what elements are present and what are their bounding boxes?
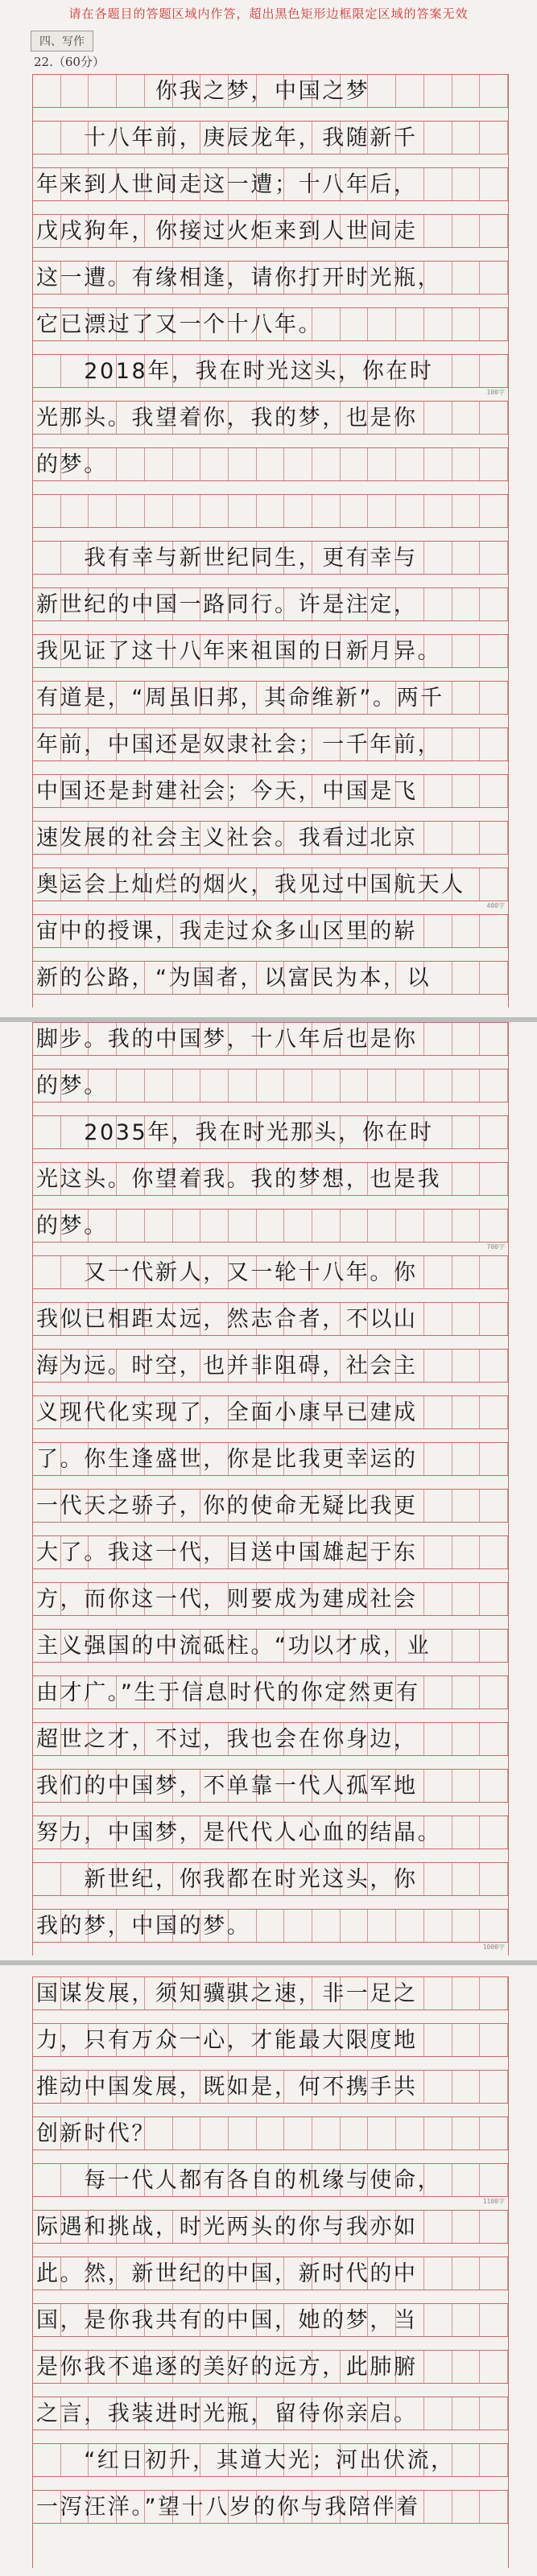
grid-row [33, 961, 508, 995]
handwritten-line: 戊戌狗年，你接过火炬来到人世间走 [36, 219, 418, 244]
grid-row [33, 1629, 508, 1663]
writing-grid [32, 1022, 509, 1956]
handwritten-line [33, 495, 508, 529]
handwritten-line: 我们的中国梦，不单靠一代人孤军地 [36, 1774, 418, 1799]
grid-row [33, 1209, 508, 1251]
grid-row [33, 167, 508, 201]
handwritten-line: 每一代人都有各自的机缘与使命， [36, 2168, 442, 2193]
handwritten-line: 大了。我这一代，目送中国雄起于东 [36, 1540, 418, 1565]
grid-row [33, 1022, 508, 1056]
handwritten-line: 一代天之骄子，你的使命无疑比我更 [36, 1494, 418, 1519]
handwritten-line: 新的公路，“为国者，以富民为本，以 [36, 966, 432, 991]
grid-row [33, 74, 508, 108]
grid-row [33, 2443, 508, 2477]
grid-row [33, 121, 508, 155]
handwritten-line: 速发展的社会主义社会。我看过北京 [36, 826, 418, 851]
handwritten-line: 十八年前，庚辰龙年，我随新千 [36, 126, 418, 150]
handwritten-line: 这一遭。有缘相逢，请你打开时光瓶， [36, 266, 442, 291]
word-count-marker: 100字 [486, 389, 505, 396]
word-count-marker: 400字 [486, 902, 505, 909]
handwritten-line: 超世之才，不过，我也会在你身边， [36, 1727, 418, 1752]
handwritten-line: 此。然，新世纪的中国，新时代的中 [36, 2261, 418, 2286]
handwritten-line: 的梦。 [36, 452, 108, 477]
handwritten-line: 新世纪的中国一路同行。许是注定， [36, 592, 418, 617]
grid-row [33, 2116, 508, 2150]
handwritten-line: 我见证了这十八年来祖国的日新月异。 [36, 639, 442, 664]
handwritten-line: 奥运会上灿烂的烟火，我见过中国航天人 [36, 872, 465, 897]
handwritten-line: 又一代新人，又一轮十八年。你 [36, 1260, 418, 1285]
handwritten-line: “红日初升，其道大光；河出伏流， [36, 2448, 455, 2473]
handwritten-line: 有道是，“周虽旧邦，其命维新”。两千 [36, 686, 444, 711]
grid-row [33, 2257, 508, 2290]
handwritten-line: 光那头。我望着你，我的梦，也是你 [36, 406, 418, 431]
grid-row [33, 1395, 508, 1429]
grid-row [33, 1816, 508, 1849]
handwritten-line: 义现代化实现了，全面小康早已建成 [36, 1400, 418, 1425]
handwritten-line: 年来到人世间走这一遭；十八年后， [36, 172, 418, 197]
handwritten-line: 方，而你这一代，则要成为建成社会 [36, 1587, 418, 1612]
handwritten-line: 它已漂过了又一个十八年。 [36, 312, 323, 337]
handwritten-line: 力，只有万众一心，才能最大限度地 [36, 2028, 418, 2053]
handwritten-line: 你我之梦，中国之梦 [36, 79, 370, 104]
grid-row [33, 401, 508, 435]
grid-row [33, 1255, 508, 1289]
handwritten-line: 是你我不追逐的美好的远方，此肺腑 [36, 2355, 418, 2380]
writing-grid [32, 74, 509, 1008]
handwritten-line: 年前，中国还是奴隶社会；一千年前， [36, 732, 442, 757]
handwritten-line: 海为远。时空，也并非阻碍，社会主 [36, 1354, 418, 1379]
handwritten-line: 光这头。你望着我。我的梦想，也是我 [36, 1167, 442, 1192]
section-label: 四、写作 [31, 31, 93, 52]
grid-row [33, 868, 508, 909]
grid-row [33, 354, 508, 396]
handwritten-line: 了。你生逢盛世，你是比我更幸运的 [36, 1447, 418, 1472]
handwritten-line: 创新时代？ [36, 2121, 155, 2146]
grid-row [33, 1976, 508, 2010]
grid-row [33, 494, 508, 528]
grid-row [33, 821, 508, 855]
answer-area-warning: 请在各题目的答题区域内作答，超出黑色矩形边框限定区域的答案无效 [68, 6, 469, 21]
grid-row [33, 1675, 508, 1709]
handwritten-line: 宙中的授课，我走过众多山区里的崭 [36, 919, 418, 944]
word-count-marker: 700字 [486, 1243, 505, 1251]
handwritten-line: 2018年，我在时光这头，你在时 [36, 359, 434, 384]
handwritten-line: 主义强国的中流砥柱。“功以才成，业 [36, 1634, 432, 1659]
question-number: 22.（60分） [34, 55, 105, 69]
grid-row [33, 1162, 508, 1196]
grid-row [33, 261, 508, 295]
grid-row [33, 541, 508, 575]
grid-row [33, 587, 508, 621]
grid-row [33, 634, 508, 668]
handwritten-line: 的梦。 [36, 1214, 108, 1239]
handwritten-line: 2035年，我在时光那头，你在时 [36, 1120, 434, 1145]
handwritten-line: 新世纪，你我都在时光这头，你 [36, 1867, 418, 1892]
handwritten-line: 我的梦，中国的梦。 [36, 1914, 251, 1939]
grid-row [33, 1349, 508, 1383]
word-count-marker: 1000字 [482, 1943, 505, 1951]
grid-row [33, 1535, 508, 1569]
handwritten-line: 我有幸与新世纪同生，更有幸与 [36, 546, 418, 571]
grid-row [33, 1489, 508, 1523]
grid-row [33, 1722, 508, 1756]
grid-row [33, 1862, 508, 1896]
grid-row [33, 2070, 508, 2104]
handwritten-line: 国，是你我共有的中国，她的梦，当 [36, 2308, 418, 2333]
handwritten-line: 努力，中国梦，是代代人心血的结晶。 [36, 1820, 442, 1845]
answer-sheet-page-2 [0, 1022, 537, 1960]
handwritten-line: 我似已相距太远，然志合者，不以山 [36, 1307, 418, 1332]
grid-row [33, 2210, 508, 2244]
grid-row [33, 307, 508, 341]
handwritten-line: 际遇和挑战，时光两头的你与我亦如 [36, 2215, 418, 2240]
grid-row [33, 2350, 508, 2384]
grid-row [33, 1442, 508, 1476]
grid-row [33, 2397, 508, 2430]
answer-sheet-page-1 [0, 0, 537, 1017]
grid-row [33, 2490, 508, 2524]
grid-row [33, 214, 508, 248]
grid-row [33, 727, 508, 761]
grid-row [33, 2163, 508, 2205]
grid-row [33, 2023, 508, 2057]
handwritten-line: 由才广。”生于信息时代的你定然更有 [36, 1680, 420, 1705]
handwritten-line: 之言，我装进时光瓶，留待你亲启。 [36, 2401, 418, 2426]
grid-row [33, 681, 508, 715]
grid-row [33, 2303, 508, 2337]
grid-row [33, 447, 508, 481]
handwritten-line: 国谋发展，须知骥骐之速，非一足之 [36, 1981, 418, 2006]
grid-row [33, 1909, 508, 1951]
handwritten-line: 脚步。我的中国梦，十八年后也是你 [36, 1027, 418, 1052]
grid-row [33, 774, 508, 808]
handwritten-line: 中国还是封建社会；今天，中国是飞 [36, 779, 418, 804]
handwritten-line: 的梦。 [36, 1074, 108, 1098]
grid-row [33, 1582, 508, 1616]
writing-grid [32, 1976, 509, 2568]
handwritten-line: 一泻汪洋。”望十八岁的你与我陪伴着 [36, 2495, 420, 2520]
grid-row [33, 1769, 508, 1803]
grid-row [33, 1115, 508, 1149]
handwritten-line: 推动中国发展，既如是，何不携手共 [36, 2075, 418, 2100]
grid-row [33, 1302, 508, 1336]
word-count-marker: 1100字 [482, 2198, 505, 2205]
grid-row [33, 1069, 508, 1103]
grid-row [33, 914, 508, 948]
answer-sheet-page-3 [0, 1965, 537, 2576]
